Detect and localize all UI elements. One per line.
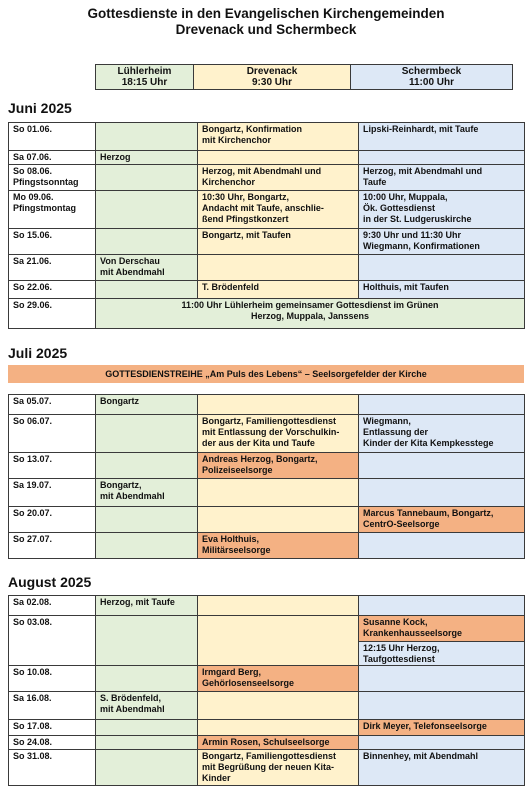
luehlerheim-cell (96, 750, 198, 786)
month-heading-juli: Juli 2025 (8, 345, 68, 361)
schermbeck-cell (359, 666, 525, 692)
table-row (9, 299, 525, 329)
table-row (9, 479, 525, 507)
header-schermbeck: Schermbeck 11:00 Uhr (351, 65, 513, 90)
date-cell: So 15.06. (9, 229, 96, 255)
schermbeck-cell: Holthuis, mit Taufen (359, 281, 525, 299)
luehlerheim-cell (96, 123, 198, 151)
date-cell: So 01.06. (9, 123, 96, 151)
drevenack-cell (198, 507, 359, 533)
schedule-table-august (8, 595, 525, 786)
schedule-table-juni (8, 122, 525, 329)
drevenack-cell (198, 151, 359, 165)
table-row (9, 596, 525, 616)
luehlerheim-cell: S. Brödenfeld, mit Abendmahl (96, 692, 198, 720)
schermbeck-cell-highlight: Susanne Kock, Krankenhausseelsorge (359, 616, 524, 642)
luehlerheim-cell: Herzog (96, 151, 198, 165)
luehlerheim-cell: Herzog, mit Taufe (96, 596, 198, 616)
date-cell: So 10.08. (9, 666, 96, 692)
schermbeck-cell: Herzog, mit Abendmahl und Taufe (359, 165, 525, 191)
schermbeck-cell (359, 736, 525, 750)
date-cell: Sa 05.07. (9, 395, 96, 415)
luehlerheim-cell (96, 415, 198, 453)
title-line2: Drevenack und Schermbeck (175, 22, 357, 37)
schermbeck-cell (359, 395, 525, 415)
schermbeck-cell: 9:30 Uhr und 11:30 Uhr Wiegmann, Konfirmationen (359, 229, 525, 255)
header-luehlerheim: Lühlerheim 18:15 Uhr (96, 65, 194, 90)
schermbeck-cell: 10:00 Uhr, Muppala, Ök. Gottesdienst in der St. Ludgeruskirche (359, 191, 525, 229)
table-row (9, 692, 525, 720)
luehlerheim-cell (96, 533, 198, 559)
luehlerheim-cell: Bongartz, mit Abendmahl (96, 479, 198, 507)
table-row (9, 123, 525, 151)
drevenack-cell: Andreas Herzog, Bongartz, Polizeiseelsorge (198, 453, 359, 479)
drevenack-cell: 10:30 Uhr, Bongartz, Andacht mit Taufe, anschlie- ßend Pfingstkonzert (198, 191, 359, 229)
luehlerheim-cell (96, 453, 198, 479)
schermbeck-cell: Dirk Meyer, Telefonseelsorge (359, 720, 525, 736)
drevenack-cell: Bongartz, Familiengottesdienst mit Entlassung der Vorschulkin- der aus der Kita und Taufe (198, 415, 359, 453)
title-line1: Gottesdienste in den Evangelischen Kirchengemeinden (87, 6, 445, 21)
drevenack-cell (198, 692, 359, 720)
date-cell: So 29.06. (9, 299, 96, 329)
table-row (9, 453, 525, 479)
date-cell: So 20.07. (9, 507, 96, 533)
date-cell: So 17.08. (9, 720, 96, 736)
luehlerheim-cell (96, 281, 198, 299)
series-banner: GOTTESDIENSTREIHE „Am Puls des Lebens“ – Seelsorgefelder der Kirche (8, 365, 524, 383)
drevenack-cell (198, 596, 359, 616)
date-cell: Sa 16.08. (9, 692, 96, 720)
date-cell: So 03.08. (9, 616, 96, 666)
table-row (9, 736, 525, 750)
drevenack-cell (198, 255, 359, 281)
luehlerheim-cell: Von Derschau mit Abendmahl (96, 255, 198, 281)
drevenack-cell: Bongartz, mit Taufen (198, 229, 359, 255)
drevenack-cell: Armin Rosen, Schulseelsorge (198, 736, 359, 750)
date-cell: So 08.06. Pfingstsonntag (9, 165, 96, 191)
drevenack-cell: Herzog, mit Abendmahl und Kirchenchor (198, 165, 359, 191)
table-row (9, 750, 525, 786)
luehlerheim-cell (96, 736, 198, 750)
date-cell: So 27.07. (9, 533, 96, 559)
date-cell: Sa 19.07. (9, 479, 96, 507)
luehlerheim-cell (96, 720, 198, 736)
schermbeck-cell (359, 453, 525, 479)
table-row (9, 281, 525, 299)
luehlerheim-cell (96, 616, 198, 666)
table-row (9, 165, 525, 191)
date-cell: Mo 09.06. Pfingstmontag (9, 191, 96, 229)
luehlerheim-cell (96, 165, 198, 191)
schermbeck-cell: Lipski-Reinhardt, mit Taufe (359, 123, 525, 151)
schedule-table-juli (8, 394, 525, 559)
drevenack-cell: T. Brödenfeld (198, 281, 359, 299)
drevenack-cell: Eva Holthuis, Militärseelsorge (198, 533, 359, 559)
schermbeck-cell-extra: 12:15 Uhr Herzog, Taufgottesdienst (363, 643, 440, 664)
table-row (9, 395, 525, 415)
table-row (9, 616, 525, 666)
page-title (0, 6, 532, 38)
header-drevenack: Drevenack 9:30 Uhr (194, 65, 351, 90)
table-row (9, 720, 525, 736)
drevenack-cell (198, 479, 359, 507)
table-row (9, 533, 525, 559)
table-row (9, 151, 525, 165)
table-row (9, 415, 525, 453)
drevenack-cell (198, 720, 359, 736)
table-row (9, 191, 525, 229)
month-heading-august: August 2025 (8, 574, 92, 590)
schermbeck-cell (359, 616, 525, 666)
date-cell: Sa 07.06. (9, 151, 96, 165)
date-cell: So 06.07. (9, 415, 96, 453)
luehlerheim-cell (96, 191, 198, 229)
drevenack-cell: Bongartz, Familiengottesdienst mit Begrüßung der neuen Kita- Kinder (198, 750, 359, 786)
table-row (9, 229, 525, 255)
drevenack-cell: Irmgard Berg, Gehörlosenseelsorge (198, 666, 359, 692)
schermbeck-cell: Wiegmann, Entlassung der Kinder der Kita Kempkesstege (359, 415, 525, 453)
month-heading-juni: Juni 2025 (8, 100, 72, 116)
table-row (9, 507, 525, 533)
table-row (9, 666, 525, 692)
date-cell: Sa 21.06. (9, 255, 96, 281)
schermbeck-cell: Binnenhey, mit Abendmahl (359, 750, 525, 786)
schermbeck-cell (359, 692, 525, 720)
schermbeck-cell (359, 533, 525, 559)
luehlerheim-cell (96, 507, 198, 533)
luehlerheim-cell (96, 666, 198, 692)
drevenack-cell (198, 616, 359, 666)
header-table (95, 64, 513, 90)
date-cell: So 31.08. (9, 750, 96, 786)
schermbeck-cell (359, 479, 525, 507)
schermbeck-cell (359, 596, 525, 616)
drevenack-cell (198, 395, 359, 415)
schermbeck-cell (359, 151, 525, 165)
table-row (9, 255, 525, 281)
date-cell: Sa 02.08. (9, 596, 96, 616)
schermbeck-cell: Marcus Tannebaum, Bongartz, CentrO-Seelsorge (359, 507, 525, 533)
luehlerheim-cell: Bongartz (96, 395, 198, 415)
date-cell: So 24.08. (9, 736, 96, 750)
luehlerheim-cell (96, 229, 198, 255)
drevenack-cell: Bongartz, Konfirmation mit Kirchenchor (198, 123, 359, 151)
schermbeck-cell (359, 255, 525, 281)
date-cell: So 22.06. (9, 281, 96, 299)
joint-service-cell: 11:00 Uhr Lühlerheim gemeinsamer Gottesdienst im Grünen Herzog, Muppala, Janssens (96, 299, 525, 329)
date-cell: So 13.07. (9, 453, 96, 479)
